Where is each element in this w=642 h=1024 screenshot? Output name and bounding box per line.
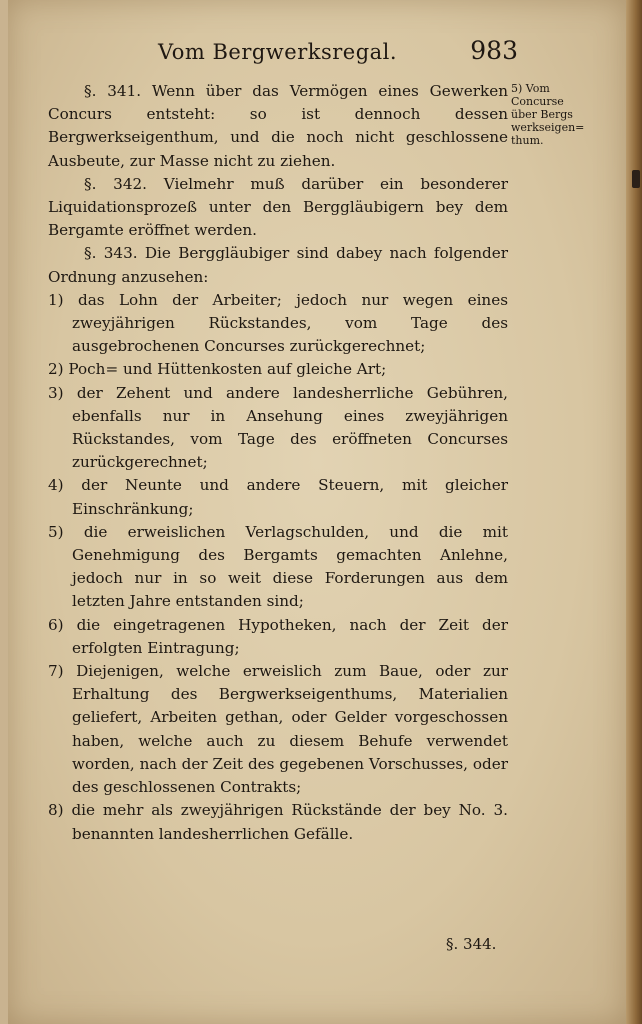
list-item: 2) Poch= und Hüttenkosten auf gleiche Art; [48,360,387,379]
edge-mark [632,170,640,188]
margin-note [511,82,587,147]
list-item: 5) die erweislichen Verlagschulden, und die mit Genehmigung des Bergamts gemachten Anlehne, jedoch nur in so weit diese Forderungen aus dem letzten Jahre entstanden sind; [48,522,508,611]
margin-note-line: über Bergs [511,108,573,121]
margin-note-line: 5) Vom [511,82,550,95]
paragraph-341: §. 341. Wenn über das Vermögen eines Gewerken Concurs entsteht: so ist dennoch dessen Bergwerkseigenthum, und die noch nicht geschlossene Ausbeute, zur Masse nicht zu ziehen. [48,82,508,170]
list-item: 7) Diejenigen, welche erweislich zum Baue, oder zur Erhaltung des Bergwerkseigenthums, Materialien geliefert, Arbeiten gethan, oder Gelder vorgeschossen haben, welche auch zu diesem Behufe verwendet worden, nach der Zeit des gegebenen Vorschusses, oder des geschlossenen Contrakts; [48,662,508,797]
list-item: 1) das Lohn der Arbeiter; jedoch nur wegen eines zweyjährigen Rückstandes, vom Tage des ausgebrochenen Concurses zurückgerechnet; [48,290,508,356]
list-item: 4) der Neunte und andere Steuern, mit gleicher Einschränkung; [48,476,508,518]
list-item: 3) der Zehent und andere landesherrliche Gebühren, ebenfalls nur in Ansehung eines zweyjährigen Rückstandes, vom Tage des eröffneten Concurses zurückgerechnet; [48,383,508,472]
page-header [158,36,518,65]
paragraph-342: §. 342. Vielmehr muß darüber ein besonderer Liquidationsprozeß unter den Berggläubigern bey dem Bergamte eröffnet werden. [48,174,508,240]
running-title: Vom Bergwerksregal. [158,40,398,64]
catchword: §. 344. [446,935,497,953]
page-edge [626,0,642,1024]
margin-note-line: thum. [511,134,544,147]
margin-note-line: Concurse [511,95,564,108]
book-page [8,0,626,1024]
list-item: 6) die eingetragenen Hypotheken, nach der Zeit der erfolgten Eintragung; [48,615,508,657]
margin-note-line: werkseigen= [511,121,585,134]
page-body [48,80,508,846]
list-item: 8) die mehr als zweyjährigen Rückstände der bey No. 3. benannten landesherrlichen Gefälle. [48,801,508,843]
page-number: 983 [470,36,518,65]
paragraph-343: §. 343. Die Berggläubiger sind dabey nach folgender Ordnung anzusehen: [48,244,508,286]
